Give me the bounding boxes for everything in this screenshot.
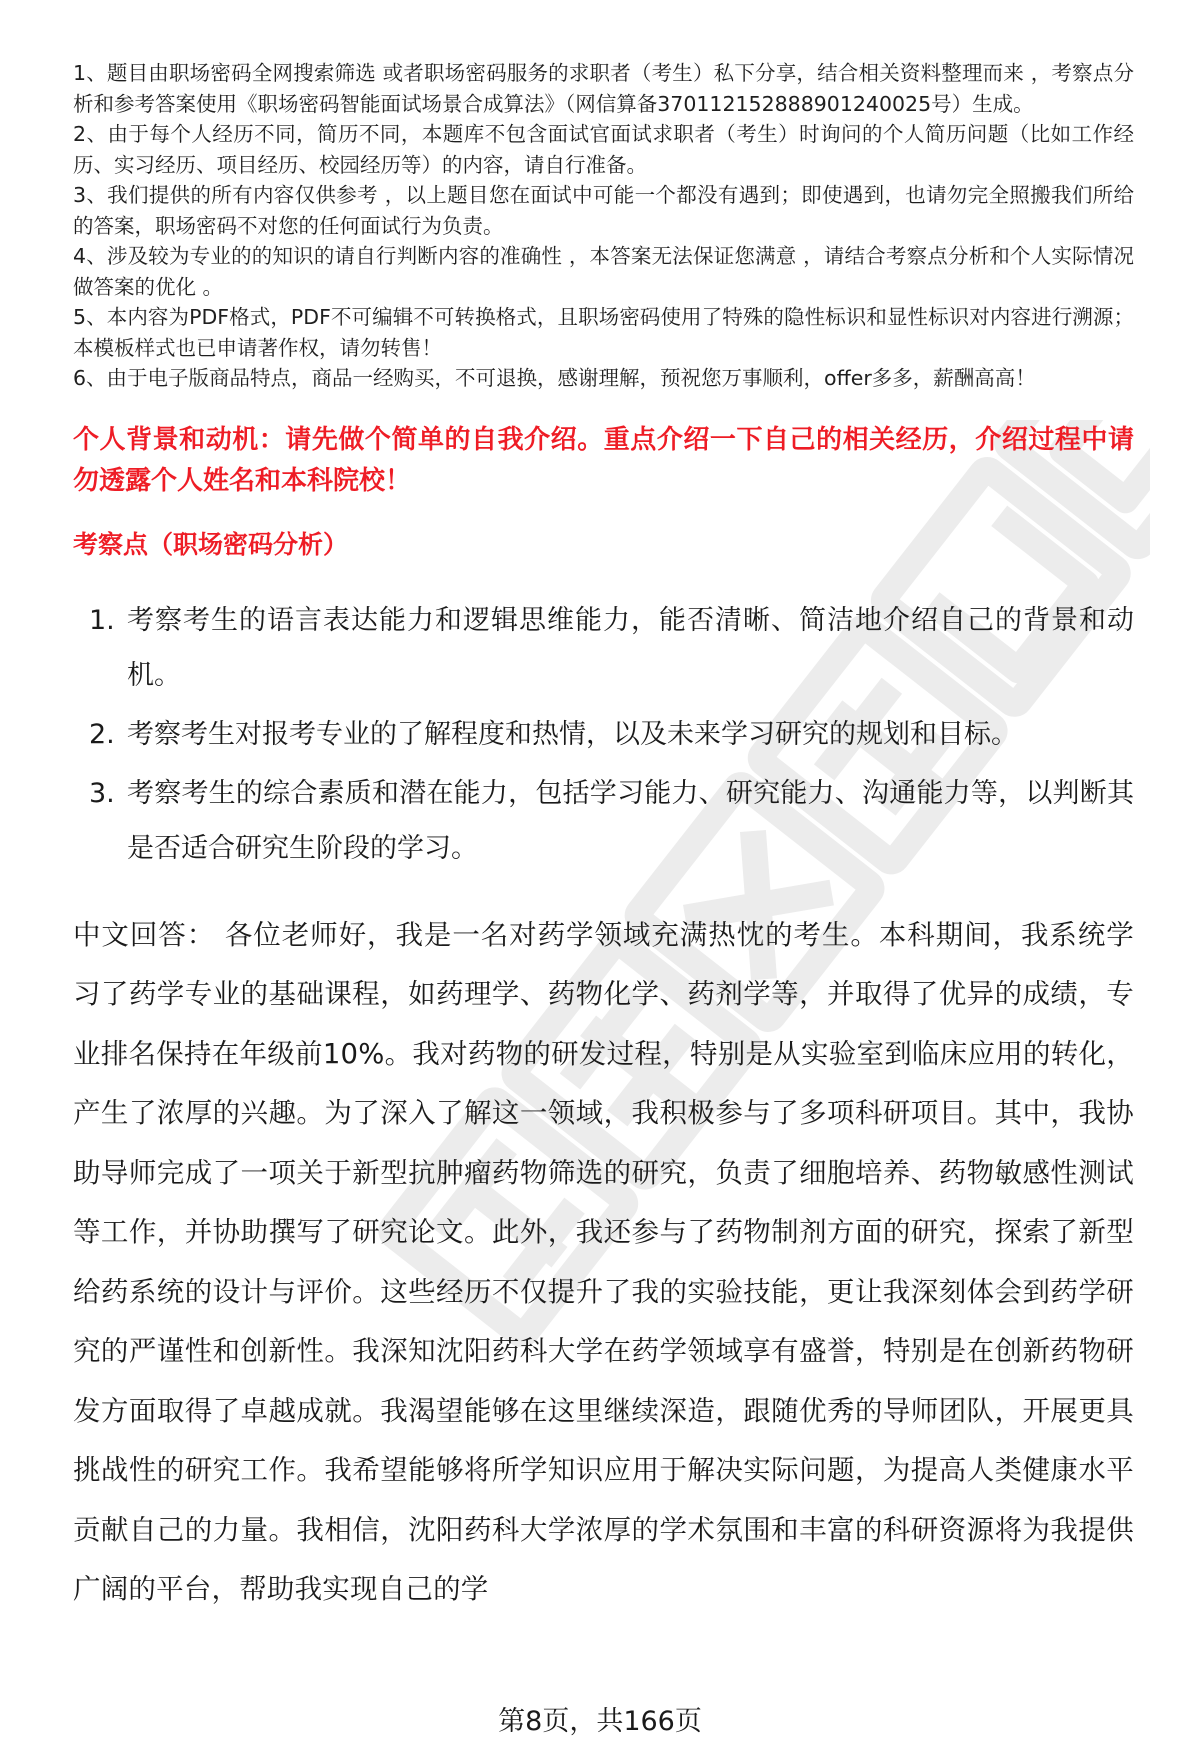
analysis-heading: 考察点（职场密码分析） [73, 529, 349, 559]
analysis-points-list [73, 593, 1134, 876]
list-item [73, 593, 1134, 703]
notice-item: 1、题目由职场密码全网搜索筛选 或者职场密码服务的求职者（考生）私下分享，结合相关资料整理而来 ，考察点分析和参考答案使用《职场密码智能面试场景合成算法》（网信算备370112152888901240025号）生成。 [73, 61, 1134, 116]
answer-paragraph: 中文回答： 各位老师好，我是一名对药学领域充满热忱的考生。本科期间，我系统学习了药学专业的基础课程，如药理学、药物化学、药剂学等，并取得了优异的成绩，专业排名保持在年级前10%。我对药物的研发过程，特别是从实验室到临床应用的转化，产生了浓厚的兴趣。为了深入了解这一领域，我积极参与了多项科研项目。其中，我协助导师完成了一项关于新型抗肿瘤药物筛选的研究，负责了细胞培养、药物敏感性测试等工作，并协助撰写了研究论文。此外，我还参与了药物制剂方面的研究，探索了新型给药系统的设计与评价。这些经历不仅提升了我的实验技能，更让我深刻体会到药学研究的严谨性和创新性。我深知沈阳药科大学在药学领域享有盛誉，特别是在创新药物研发方面取得了卓越成就。我渴望能够在这里继续深造，跟随优秀的导师团队，开展更具挑战性的研究工作。我希望能够将所学知识应用于解决实际问题，为提高人类健康水平贡献自己的力量。我相信，沈阳药科大学浓厚的学术氛围和丰富的科研资源将为我提供广阔的平台，帮助我实现自己的学 [73, 918, 1134, 1605]
list-item-text: 考察考生对报考专业的了解程度和热情，以及未来学习研究的规划和目标。 [127, 718, 1018, 750]
disclaimer-notice [73, 58, 1134, 394]
list-item-number: 3. [89, 777, 115, 809]
list-item-number: 2. [89, 718, 115, 750]
notice-item: 3、我们提供的所有内容仅供参考 ，以上题目您在面试中可能一个都没有遇到；即使遇到，也请勿完全照搬我们所给的答案，职场密码不对您的任何面试行为负责。 [73, 183, 1134, 238]
list-item [73, 707, 1134, 762]
notice-item: 5、本内容为PDF格式，PDF不可编辑不可转换格式，且职场密码使用了特殊的隐性标识和显性标识对内容进行溯源；本模板样式也已申请著作权，请勿转售！ [73, 305, 1134, 360]
notice-item: 2、由于每个人经历不同，简历不同，本题库不包含面试官面试求职者（考生）时询问的个人简历问题（比如工作经历、实习经历、项目经历、校园经历等）的内容，请自行准备。 [73, 122, 1134, 177]
interview-question: 个人背景和动机：请先做个简单的自我介绍。重点介绍一下自己的相关经历，介绍过程中请勿透露个人姓名和本科院校！ [73, 424, 1134, 496]
page-number-footer: 第8页，共166页 [498, 1706, 702, 1737]
notice-item: 6、由于电子版商品特点，商品一经购买，不可退换，感谢理解，预祝您万事顺利，offer多多，薪酬高高！ [73, 366, 1036, 390]
notice-item: 4、涉及较为专业的的知识的请自行判断内容的准确性 ，本答案无法保证您满意 ，请结合考察点分析和个人实际情况做答案的优化 。 [73, 244, 1134, 299]
list-item-number: 1. [89, 604, 115, 636]
list-item-text: 考察考生的综合素质和潜在能力，包括学习能力、研究能力、沟通能力等，以判断其是否适合研究生阶段的学习。 [127, 777, 1134, 864]
list-item-text: 考察考生的语言表达能力和逻辑思维能力，能否清晰、简洁地介绍自己的背景和动机。 [127, 604, 1134, 691]
list-item [73, 766, 1134, 876]
